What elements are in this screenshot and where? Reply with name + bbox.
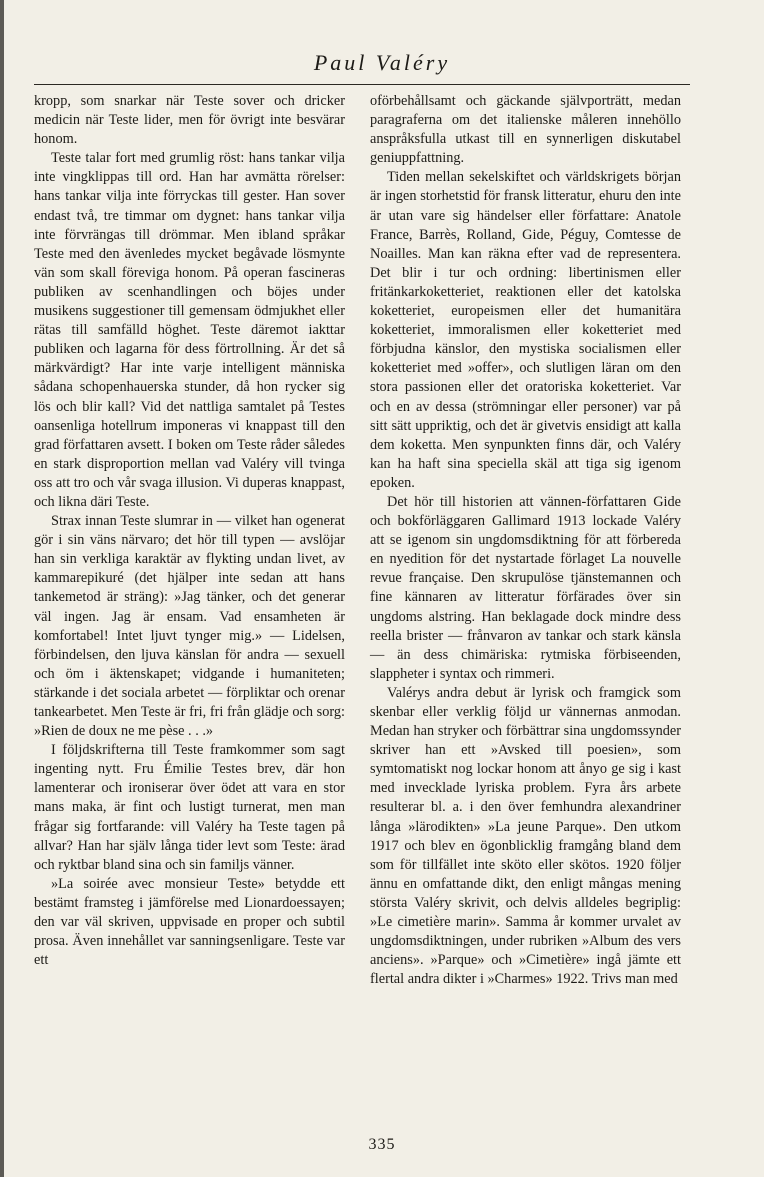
scan-edge xyxy=(0,0,4,1177)
left-column xyxy=(34,92,345,970)
paragraph: kropp, som snarkar när Teste sover och dricker medicin när Teste lider, men för övrigt inte besvärar honom. xyxy=(34,93,345,148)
page-number: 335 xyxy=(368,1136,396,1153)
paragraph: »La soirée avec monsieur Teste» betydde ett bestämt framsteg i jämförelse med Lionardoessayen; den var väl skriven, uppvisade en proper och subtil prosa. Även innehållet var sanningsenligare. Teste var ett xyxy=(34,875,345,969)
paragraph: oförbehållsamt och gäckande självporträtt, medan paragraferna om det italienske måleren innehöllo anspråksfulla utkast till en synnerligen diskutabel geniuppfattning. xyxy=(370,93,681,167)
right-column xyxy=(370,92,681,989)
paragraph: Valérys andra debut är lyrisk och framgick som skenbar eller verklig följd ur vännernas anmodan. Medan han stryker och förbättrar sina ungdomssynder skriver han ett »Avsked till poesien», som symtomatiskt nog lockar honom att ånyo ge sig i kast med invecklade lyriska problem. Fyra års arbete resulterar bl. a. i den över femhundra alexandriner långa »lärodikten» »La jeune Parque». Den utkom 1917 och blev en ögonblicklig framgång bland dem som för tillfället inte sköto eller skötos. 1920 följer ännu en omfattande dikt, den enligt mångas mening största Valéry skrivit, och delvis alldeles begriplig: »Le cimetière marin». Samma år kommer urvalet av ungdomsdiktningen, under rubriken »Album des vers anciens». »Parque» och »Cimetière» ingå jämte ett flertal andra dikter i »Charmes» 1922. Trivs man med xyxy=(370,684,681,988)
paragraph: I följdskrifterna till Teste framkommer som sagt ingenting nytt. Fru Émilie Testes brev, där hon lamenterar och ironiserar över ödet att vara en stor mans maka, är fint och lustigt turnerat, men man frågar sig fortfarande: vill Valéry ha Teste tagen på allvar? Han har själv långa tider levt som Teste: ärad och ryktbar bland sina och sin familjs vänner. xyxy=(34,742,345,873)
paragraph: Tiden mellan sekelskiftet och världskrigets början är ingen storhetstid för fransk litteratur, ehuru den inte är utan vare sig händelser eller författare: Anatole France, Barrès, Rolland, Gide, Péguy, Comtesse de Noailles. Man kan räkna efter vad de representera. Det blir i tur och ordning: libertinismen eller fritänkarkoketteriet, reaktionen eller det katolska koketteriet, europeismen eller det humanitära koketteriet, immoralismen eller koketteriet med förbjudna känslor, den mystiska socialismen eller koketteriet med »offer», och slutligen läran om den stora passionen eller det oratoriska koketteriet. Var och en av dessa (strömningar eller personer) var på sitt sätt uppriktig, och det är givetvis ensidigt att kalla dem koketta. Men synpunkten finns där, och Valéry kan ha haft sina speciella skäl att tiga sig igenom epoken. xyxy=(370,169,681,491)
paragraph: Teste talar fort med grumlig röst: hans tankar vilja inte vingklippas till ord. Han har avmätta rörelser: hans tankar vilja inte förryckas till gester. Han sover endast två, tre timmar om dygnet: hans tankar vilja inte förvrängas till drömmar. Men ibland språkar Teste med den ävenledes mycket begåvade lösmynte vän som skall föreviga honom. På operan fascineras publiken av scenhandlingen och böjes under musikens suggestioner till gemensam ödmjukhet eller rätas till samfälld höghet. Teste däremot iakttar publiken och lagarna för dess förtrollning. Är det så märkvärdigt? Har inte varje intelligent människa sådana schopenhauerska stunder, då hon rycker sig lös och blir kall? Vid det nattliga samtalet på Testes oansenliga hotellrum imponeras vi knappast till den grad författaren avsett. I boken om Teste råder således en stark disproportion mellan vad Valéry vill tvinga oss att tro och vår svaga illusion. Vi duperas knappast, och likna däri Teste. xyxy=(34,150,345,510)
paragraph: Strax innan Teste slumrar in — vilket han ogenerat gör i sin väns närvaro; det hör till typen — avslöjar han sin verkliga karaktär av flykting undan livet, av kammarepikuré (det hjälper inte sedan att hans tankemetod är sträng): »Jag tänker, och det generar väl ingen. Jag är ensam. Vad ensamheten är komfortabel! Intet ljuvt tynger mig.» — Lidelsen, förbindelsen, den ljuva känslan för andra — sexuell och öm i äktenskapet; vidgande i humaniteten; stärkande i det sociala arbetet — förpliktar och orenar tankearbetet. Men Teste är fri, fri från glädje och sorg: »Rien de doux ne me pèse . . .» xyxy=(34,513,345,740)
running-header: Paul Valéry xyxy=(313,50,451,75)
paragraph: Det hör till historien att vännen-författaren Gide och bokförläggaren Gallimard 1913 lockade Valéry att se igenom sin ungdomsdiktning för att förbereda en nyedition för det nystartade förlaget La nouvelle revue française. Den skrupulöse tjänstemannen och fine kännaren av litteratur förfärades över sin ungdoms alstring. Han beklagade dock mindre dess reella brister — frånvaron av tankar och stark känsla — än dess chimäriska: rytmiska förbiseenden, slappheter i syntax och rimmeri. xyxy=(370,493,681,682)
header-rule xyxy=(34,84,690,85)
